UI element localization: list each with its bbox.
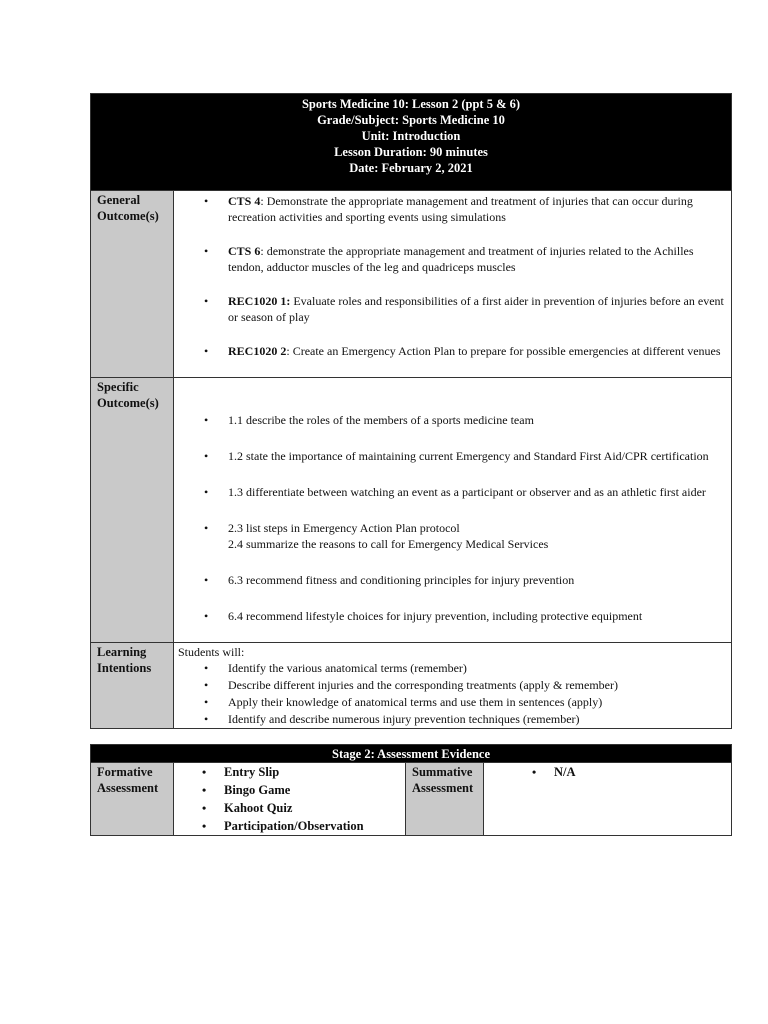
- list-item: • 6.3 recommend fitness and conditioning principles for injury prevention: [178, 572, 725, 588]
- list-item: • 1.1 describe the roles of the members of a sports medicine team: [178, 412, 725, 428]
- outcome-text: Create an Emergency Action Plan to prepare for possible emergencies at different venues: [289, 344, 721, 358]
- list-item: • Identify the various anatomical terms (remember): [178, 660, 725, 676]
- outcome-text: Demonstrate the appropriate management and treatment of injuries that can occur during recreation activities and sporting events using simulations: [228, 194, 693, 224]
- specific-outcomes-list: [178, 378, 725, 642]
- learning-intentions-label: Learning Intentions: [91, 643, 174, 729]
- summative-list: [484, 763, 731, 781]
- list-item: • Kahoot Quiz: [174, 799, 405, 817]
- grade-subject: Grade/Subject: Sports Medicine 10: [317, 113, 505, 127]
- specific-outcomes-label: Specific Outcome(s): [91, 378, 174, 643]
- outcome-code: CTS 4: [228, 194, 261, 208]
- general-outcomes-list: [178, 191, 725, 359]
- list-item: • Describe different injuries and the corresponding treatments (apply & remember): [178, 677, 725, 693]
- formative-label: Formative Assessment: [91, 763, 174, 836]
- outcome-code: REC1020 1:: [228, 294, 291, 308]
- unit: Unit: Introduction: [361, 129, 461, 143]
- list-item: • 1.3 differentiate between watching an event as a participant or observer and as an athletic first aider: [178, 484, 725, 500]
- assessment-row: [91, 763, 732, 836]
- list-item: • Entry Slip: [174, 763, 405, 781]
- list-item: • 6.4 recommend lifestyle choices for injury prevention, including protective equipment: [178, 608, 725, 624]
- learning-intentions-content: [174, 643, 732, 729]
- lesson-header: [91, 94, 732, 191]
- outcome-code: CTS 6: [228, 244, 261, 258]
- list-item: • 1.2 state the importance of maintaining current Emergency and Standard First Aid/CPR certification: [178, 448, 725, 464]
- general-outcomes-label: General Outcome(s): [91, 191, 174, 378]
- general-outcomes-row: [91, 191, 732, 378]
- lesson-plan-document: [90, 93, 731, 836]
- list-item: [178, 293, 725, 325]
- list-item-line: 2.4 summarize the reasons to call for Emergency Medical Services: [228, 537, 549, 551]
- outcome-text: Evaluate roles and responsibilities of a first aider in prevention of injuries before an event or season of play: [228, 294, 724, 324]
- specific-outcomes-content: [174, 378, 732, 643]
- assessment-header-row: [91, 745, 732, 763]
- lesson-table: [90, 93, 732, 729]
- lesson-date: Date: February 2, 2021: [349, 161, 473, 175]
- summative-label: Summative Assessment: [406, 763, 484, 836]
- list-item: [178, 343, 725, 359]
- learning-intentions-list: [178, 660, 725, 727]
- specific-outcomes-row: [91, 378, 732, 643]
- list-item: • Identify and describe numerous injury prevention techniques (remember): [178, 711, 725, 727]
- general-outcomes-content: [174, 191, 732, 378]
- outcome-text: demonstrate the appropriate management and treatment of injuries related to the Achilles tendon, adductor muscles of the leg and quadriceps muscles: [228, 244, 694, 274]
- assessment-table: [90, 744, 732, 836]
- lesson-header-row: [91, 94, 732, 191]
- list-item: • N/A: [484, 763, 731, 781]
- outcome-sep: :: [260, 194, 264, 208]
- list-item: [178, 243, 725, 275]
- formative-list: [174, 763, 405, 835]
- outcome-sep: :: [260, 244, 264, 258]
- learning-intentions-row: [91, 643, 732, 729]
- list-item: • Bingo Game: [174, 781, 405, 799]
- list-item: [178, 520, 725, 552]
- formative-content: [174, 763, 406, 836]
- list-item-line: 2.3 list steps in Emergency Action Plan protocol: [228, 521, 460, 535]
- lesson-title: Sports Medicine 10: Lesson 2 (ppt 5 & 6): [301, 97, 521, 111]
- outcome-sep: :: [286, 344, 290, 358]
- learning-intro: Students will:: [178, 645, 245, 659]
- list-item: [178, 193, 725, 225]
- list-item: • Apply their knowledge of anatomical terms and use them in sentences (apply): [178, 694, 725, 710]
- list-item: • Participation/Observation: [174, 817, 405, 835]
- lesson-duration: Lesson Duration: 90 minutes: [334, 145, 488, 159]
- assessment-title: Stage 2: Assessment Evidence: [91, 745, 732, 763]
- summative-content: [484, 763, 732, 836]
- outcome-code: REC1020 2: [228, 344, 287, 358]
